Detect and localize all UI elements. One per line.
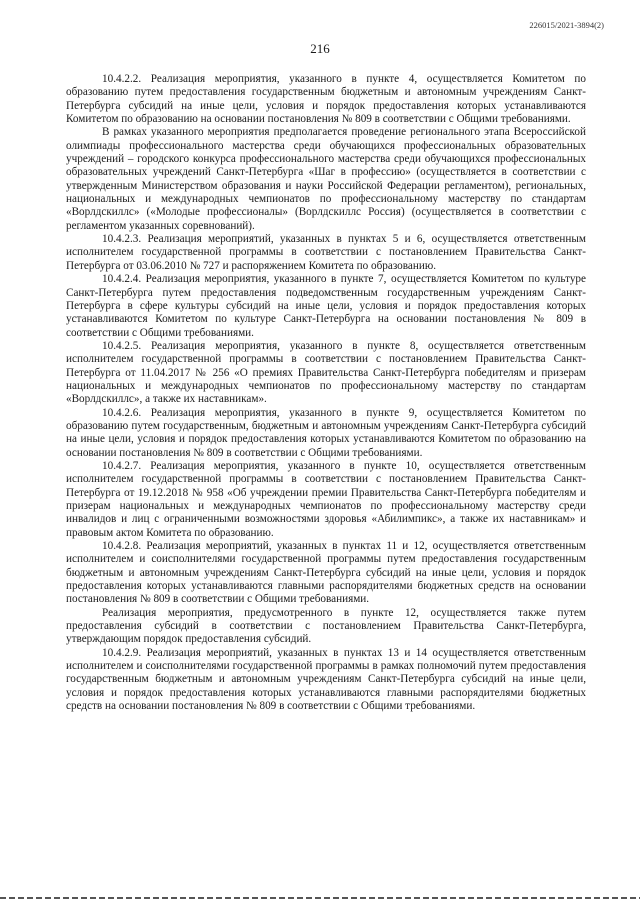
paragraph-competitions: В рамках указанного мероприятия предполагается проведение регионального этапа Всероссийской олимпиады профессионального мастерства среди обучающихся профессиональных образовательных учреждений – городского конкурса профессионального мастерства среди обучающихся профессиональных образовательных учреждений Санкт-Петербурга «Шаг в профессию» (осуществляется в соответствии с утвержденным Министерством образования и науки Российской Федерации регламентом), региональных, национальных и международных чемпионатов по профессиональному мастерству по стандартам «Ворлдскиллс» («Молодые профессионалы» (Ворлдскиллс Россия) (осуществляется в соответствии с регламентом указанных соревнований). xyxy=(66,126,586,232)
paragraph-10-4-2-2: 10.4.2.2. Реализация мероприятия, указанного в пункте 4, осуществляется Комитетом по образованию путем предоставления государственным бюджетным и автономным учреждениям Санкт-Петербурга субсидий на иные цели, условия и порядок предоставления которых устанавливаются Комитетом по образованию на основании постановления № 809 в соответствии с Общими требованиями. xyxy=(66,73,586,126)
paragraph-10-4-2-3: 10.4.2.3. Реализация мероприятий, указанных в пунктах 5 и 6, осуществляется ответственным исполнителем государственной программы в соответствии с постановлением Правительства Санкт-Петербурга от 03.06.2010 № 727 и распоряжением Комитета по образованию. xyxy=(66,233,586,272)
paragraph-10-4-2-5: 10.4.2.5. Реализация мероприятия, указанного в пункте 8, осуществляется ответственным исполнителем государственной программы в соответствии с постановлением Правительства Санкт-Петербурга от 11.04.2017 № 256 «О премиях Правительства Санкт-Петербурга победителям и призерам национальных и международных чемпионатов по профессиональному мастерству по стандартам «Ворлдскиллс», а также их наставникам». xyxy=(66,339,586,406)
paragraph-item-12-note: Реализация мероприятия, предусмотренного в пункте 12, осуществляется также путем предоставления субсидий в соответствии с постановлением Правительства Санкт-Петербурга, утверждающим порядок предоставления субсидий. xyxy=(66,606,586,646)
paragraph-10-4-2-7: 10.4.2.7. Реализация мероприятия, указанного в пункте 10, осуществляется ответственным исполнителем государственной программы в соответствии с постановлением Правительства Санкт-Петербурга от 19.12.2018 № 958 «Об учреждении премии Правительства Санкт-Петербурга победителям и призерам национальных и международных чемпионатов по профессиональному мастерству среди инвалидов и лиц с ограниченными возможностями здоровья «Абилимпикс», а также их наставникам» и правовым актом Комитета по образованию. xyxy=(66,459,586,539)
paragraph-10-4-2-9: 10.4.2.9. Реализация мероприятий, указанных в пунктах 13 и 14 осуществляется ответственным исполнителем и соисполнителями государственной программы в рамках полномочий путем предоставления государственным бюджетным и автономным учреждениям Санкт-Петербурга субсидий на иные цели, условия и порядок предоставления которых устанавливаются главными распорядителями бюджетных средств на основании постановления № 809 в соответствии с Общими требованиями. xyxy=(66,646,586,713)
paragraph-10-4-2-6: 10.4.2.6. Реализация мероприятия, указанного в пункте 9, осуществляется Комитетом по образованию путем государственным, бюджетным и автономным учреждениям Санкт-Петербурга субсидий на иные цели, условия и порядок предоставления которых устанавливаются Комитетом по образованию на основании постановления № 809 в соответствии с Общими требованиями. xyxy=(66,406,586,459)
scan-bottom-edge xyxy=(0,897,640,899)
document-id: 226015/2021-3894(2) xyxy=(529,20,604,30)
page-number: 216 xyxy=(310,41,330,56)
paragraph-10-4-2-4: 10.4.2.4. Реализация мероприятия, указанного в пункте 7, осуществляется Комитетом по культуре Санкт-Петербурга путем предоставления подведомственным государственным учреждениям Санкт-Петербурга в сфере культуры субсидий на иные цели, условия и порядок предоставления которых устанавливаются Комитетом по культуре Санкт-Петербурга на основании постановления № 809 в соответствии с Общими требованиями. xyxy=(66,273,586,339)
document-body xyxy=(66,73,586,714)
paragraph-10-4-2-8: 10.4.2.8. Реализация мероприятий, указанных в пунктах 11 и 12, осуществляется ответственным исполнителем и соисполнителями государственной программы путем предоставления государственным бюджетным и автономным учреждениям Санкт-Петербурга субсидий на иные цели, условия и порядок предоставления которых устанавливаются главными распорядителями бюджетных средств на основании постановления № 809 в соответствии с Общими требованиями. xyxy=(66,540,586,606)
